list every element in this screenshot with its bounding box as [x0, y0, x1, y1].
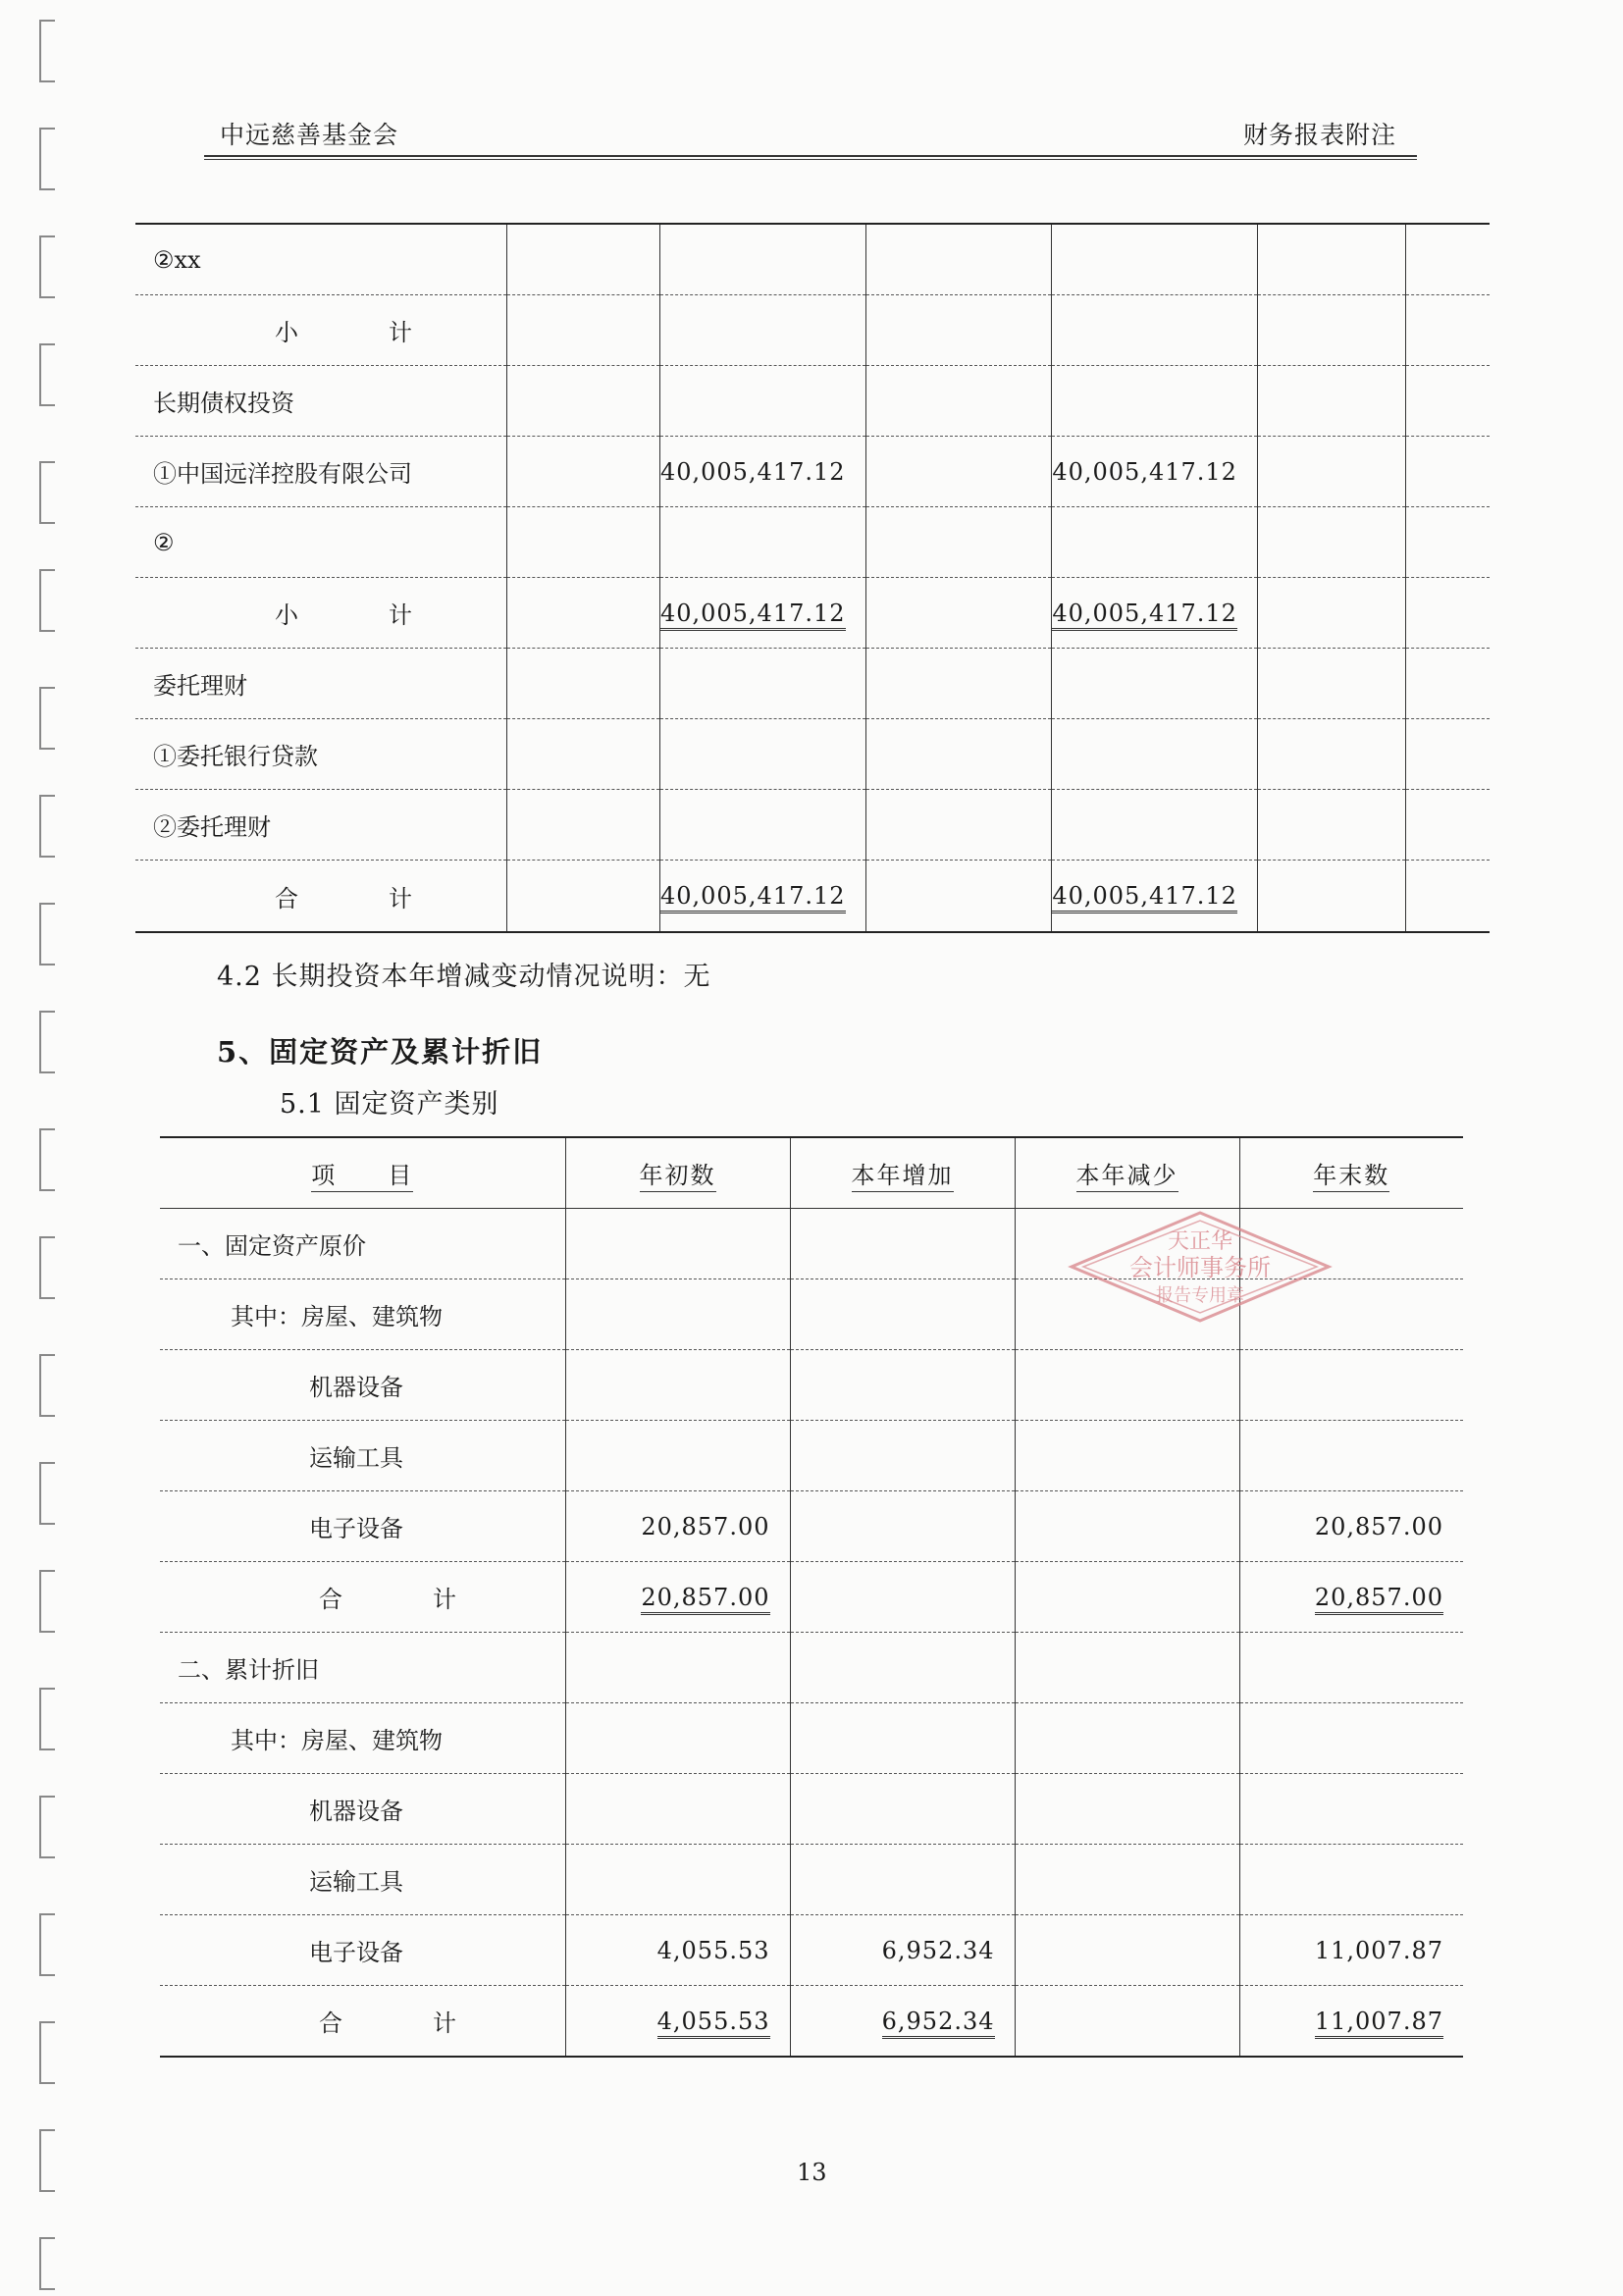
- section-5-1-title: 5.1 固定资产类别: [280, 1089, 499, 1120]
- table-header-row: [160, 1137, 1463, 1209]
- table-row: [160, 1703, 1463, 1774]
- row-label: 运输工具: [160, 1421, 565, 1491]
- total-cell: 4,055.53: [565, 1986, 790, 2058]
- amount-cell: 20,857.00: [1239, 1491, 1463, 1562]
- table-row: [160, 1774, 1463, 1845]
- table-row: [160, 1491, 1463, 1562]
- stamp-line-1: 天正华: [1167, 1229, 1233, 1254]
- stamp-line-3: 报告专用章: [1156, 1285, 1244, 1306]
- row-label: ②委托理财: [135, 790, 507, 861]
- table-row: [135, 719, 1490, 790]
- page-number: 13: [797, 2159, 827, 2186]
- binding-mark: [39, 1796, 55, 1858]
- binding-mark: [39, 1462, 55, 1525]
- table-row: [160, 1350, 1463, 1421]
- total-cell: 11,007.87: [1239, 1986, 1463, 2058]
- binding-mark: [39, 569, 55, 632]
- amount-cell: 20,857.00: [565, 1491, 790, 1562]
- binding-mark: [39, 20, 55, 82]
- binding-mark: [39, 461, 55, 524]
- total-cell: 40,005,417.12: [1052, 861, 1258, 933]
- subtotal-cell: 40,005,417.12: [1052, 578, 1258, 649]
- col-header-end: 年末数: [1239, 1137, 1463, 1209]
- amount-cell: 40,005,417.12: [659, 437, 865, 507]
- table-row: [135, 295, 1490, 366]
- table-row: [160, 1845, 1463, 1915]
- table-row: [160, 1986, 1463, 2058]
- header-org-name: 中远慈善基金会: [220, 121, 399, 149]
- total-cell: 20,857.00: [565, 1562, 790, 1633]
- binding-mark: [39, 343, 55, 406]
- long-term-investment-table: [135, 223, 1490, 933]
- binding-mark: [39, 2237, 55, 2290]
- table-row: [135, 649, 1490, 719]
- row-label: 机器设备: [160, 1350, 565, 1421]
- row-label: 机器设备: [160, 1774, 565, 1845]
- row-label: 电子设备: [160, 1915, 565, 1986]
- binding-mark: [39, 1236, 55, 1299]
- row-label: 其中：房屋、建筑物: [160, 1279, 565, 1350]
- table-row: [135, 790, 1490, 861]
- binding-mark: [39, 1354, 55, 1417]
- auditor-stamp: [1068, 1209, 1333, 1325]
- note-4-2: 4.2 长期投资本年增减变动情况说明：无: [217, 962, 711, 992]
- table-row: [160, 1421, 1463, 1491]
- table-row: [135, 437, 1490, 507]
- binding-mark: [39, 1913, 55, 1976]
- table-row: [135, 224, 1490, 295]
- row-label: 合 计: [135, 861, 507, 933]
- row-label: 运输工具: [160, 1845, 565, 1915]
- binding-mark: [39, 903, 55, 965]
- total-cell: 6,952.34: [790, 1986, 1015, 2058]
- row-label: 合 计: [160, 1986, 565, 2058]
- amount-cell: 6,952.34: [790, 1915, 1015, 1986]
- table-row: [135, 507, 1490, 578]
- col-header-increase: 本年增加: [790, 1137, 1015, 1209]
- table-row: [160, 1915, 1463, 1986]
- table-row: [135, 861, 1490, 933]
- binding-mark: [39, 687, 55, 750]
- section-5-title: 5、固定资产及累计折旧: [217, 1035, 544, 1069]
- row-label: 委托理财: [135, 649, 507, 719]
- row-label: 小 计: [135, 295, 507, 366]
- row-label: 其中：房屋、建筑物: [160, 1703, 565, 1774]
- table-row: [160, 1562, 1463, 1633]
- row-label: ①中国远洋控股有限公司: [135, 437, 507, 507]
- binding-mark: [39, 235, 55, 298]
- binding-mark: [39, 795, 55, 858]
- row-label: ①委托银行贷款: [135, 719, 507, 790]
- subtotal-cell: 40,005,417.12: [659, 578, 865, 649]
- amount-cell: 11,007.87: [1239, 1915, 1463, 1986]
- row-label: 长期债权投资: [135, 366, 507, 437]
- row-label: ②: [135, 507, 507, 578]
- table-row: [135, 366, 1490, 437]
- stamp-line-2: 会计师事务所: [1129, 1254, 1271, 1281]
- binding-mark: [39, 128, 55, 190]
- header-rule: [204, 155, 1417, 157]
- row-label: ②xx: [135, 224, 507, 295]
- binding-mark: [39, 2129, 55, 2192]
- row-label: 小 计: [135, 578, 507, 649]
- table-row: [135, 578, 1490, 649]
- row-label: 二、累计折旧: [160, 1633, 565, 1703]
- binding-mark: [39, 1688, 55, 1750]
- amount-cell: 40,005,417.12: [1052, 437, 1258, 507]
- col-header-item: 项 目: [160, 1137, 565, 1209]
- row-label: 电子设备: [160, 1491, 565, 1562]
- header-rule-thin: [204, 159, 1417, 160]
- binding-mark: [39, 2021, 55, 2084]
- total-cell: 20,857.00: [1239, 1562, 1463, 1633]
- col-header-begin: 年初数: [565, 1137, 790, 1209]
- amount-cell: 4,055.53: [565, 1915, 790, 1986]
- table-row: [160, 1633, 1463, 1703]
- row-label: 一、固定资产原价: [160, 1209, 565, 1279]
- row-label: 合 计: [160, 1562, 565, 1633]
- binding-mark: [39, 1011, 55, 1073]
- total-cell: 40,005,417.12: [659, 861, 865, 933]
- binding-mark: [39, 1570, 55, 1633]
- header-doc-title: 财务报表附注: [1243, 121, 1397, 149]
- binding-mark: [39, 1128, 55, 1191]
- col-header-decrease: 本年减少: [1015, 1137, 1239, 1209]
